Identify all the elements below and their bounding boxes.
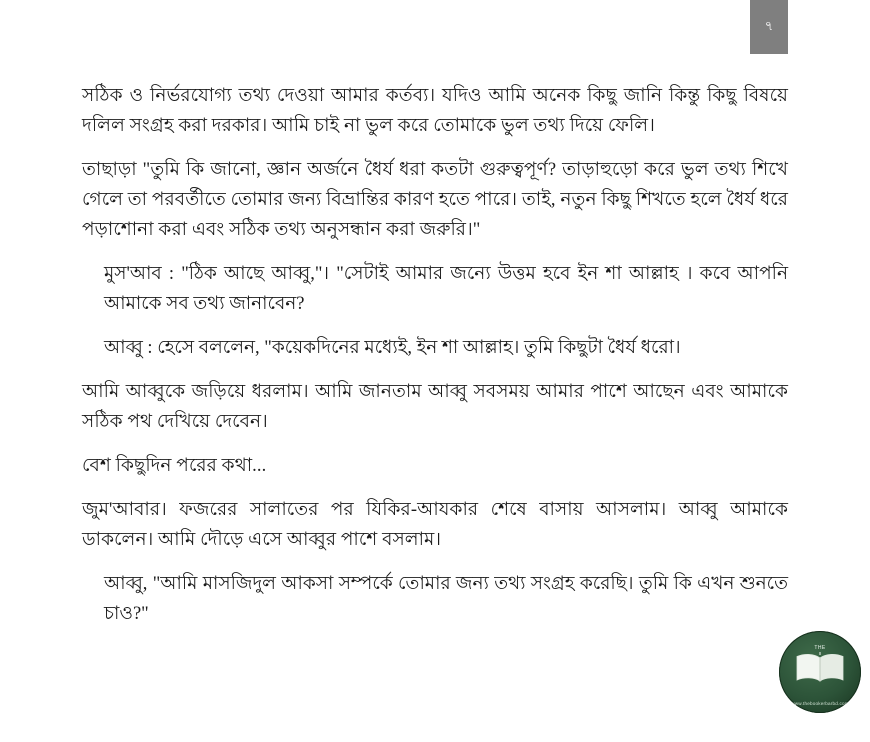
open-book-icon (794, 652, 846, 686)
watermark-caption: www.thebookerbarbd.com (791, 701, 849, 706)
paragraph-time-skip: বেশ কিছুদিন পরের কথা... (82, 455, 267, 476)
paragraph: আমি আব্বুকে জড়িয়ে ধরলাম। আমি জানতাম আব্বু সবসময় আমার পাশে আছেন এবং আমাকে সঠিক পথ দেখিয়ে দেবেন। (82, 381, 789, 432)
page-number-badge (750, 0, 788, 54)
paragraph: সঠিক ও নির্ভরযোগ্য তথ্য দেওয়া আমার কর্তব্য। যদিও আমি অনেক কিছু জানি কিন্তু কিছু বিষয়ে দলিল সংগ্রহ করা দরকার। আমি চাই না ভুল করে তোমাকে ভুল তথ্য দিয়ে ফেলি। (82, 86, 788, 136)
dialogue-line-abbu-question: আব্বু, "আমি মাসজিদুল আকসা সম্পর্কে তোমার জন্য তথ্য সংগ্রহ করেছি। তুমি কি এখন শুনতে চাও?" (104, 573, 788, 624)
page-body (82, 82, 788, 644)
dialogue-line-musab: মুস'আব : "ঠিক আছে আব্বু,"। "সেটাই আমার জন্যে উত্তম হবে ইন শা আল্লাহ । কবে আপনি আমাকে সব তথ্য জানাবেন? (104, 263, 788, 314)
paragraph: জুম'আবার। ফজরের সালাতের পর যিকির-আযকার শেষে বাসায় আসলাম। আব্বু আমাকে ডাকলেন। আমি দৌড়ে এসে আব্বুর পাশে বসলাম। (82, 499, 788, 550)
dialogue-line-abbu: আব্বু : হেসে বললেন, "কয়েকদিনের মধ্যেই, ইন শা আল্লাহ। তুমি কিছুটা ধৈর্য ধরো। (104, 337, 681, 358)
page-number: ৭ (764, 17, 774, 33)
watermark-brand-top: THE (814, 645, 826, 651)
paragraph: তাছাড়া "তুমি কি জানো, জ্ঞান অর্জনে ধৈর্য ধরা কতটা গুরুত্বপূর্ণ? তাড়াহুড়ো করে ভুল তথ্য শিখে গেলে তা পরবর্তীতে তোমার জন্য বিভ্রান্তির কারণ হতে পারে। তাই, নতুন কিছু শিখতে হলে ধৈর্য ধরে পড়াশোনা করা এবং সঠিক তথ্য অনুসন্ধান করা জরুরি।" (82, 159, 788, 240)
publisher-watermark-logo (779, 631, 861, 713)
